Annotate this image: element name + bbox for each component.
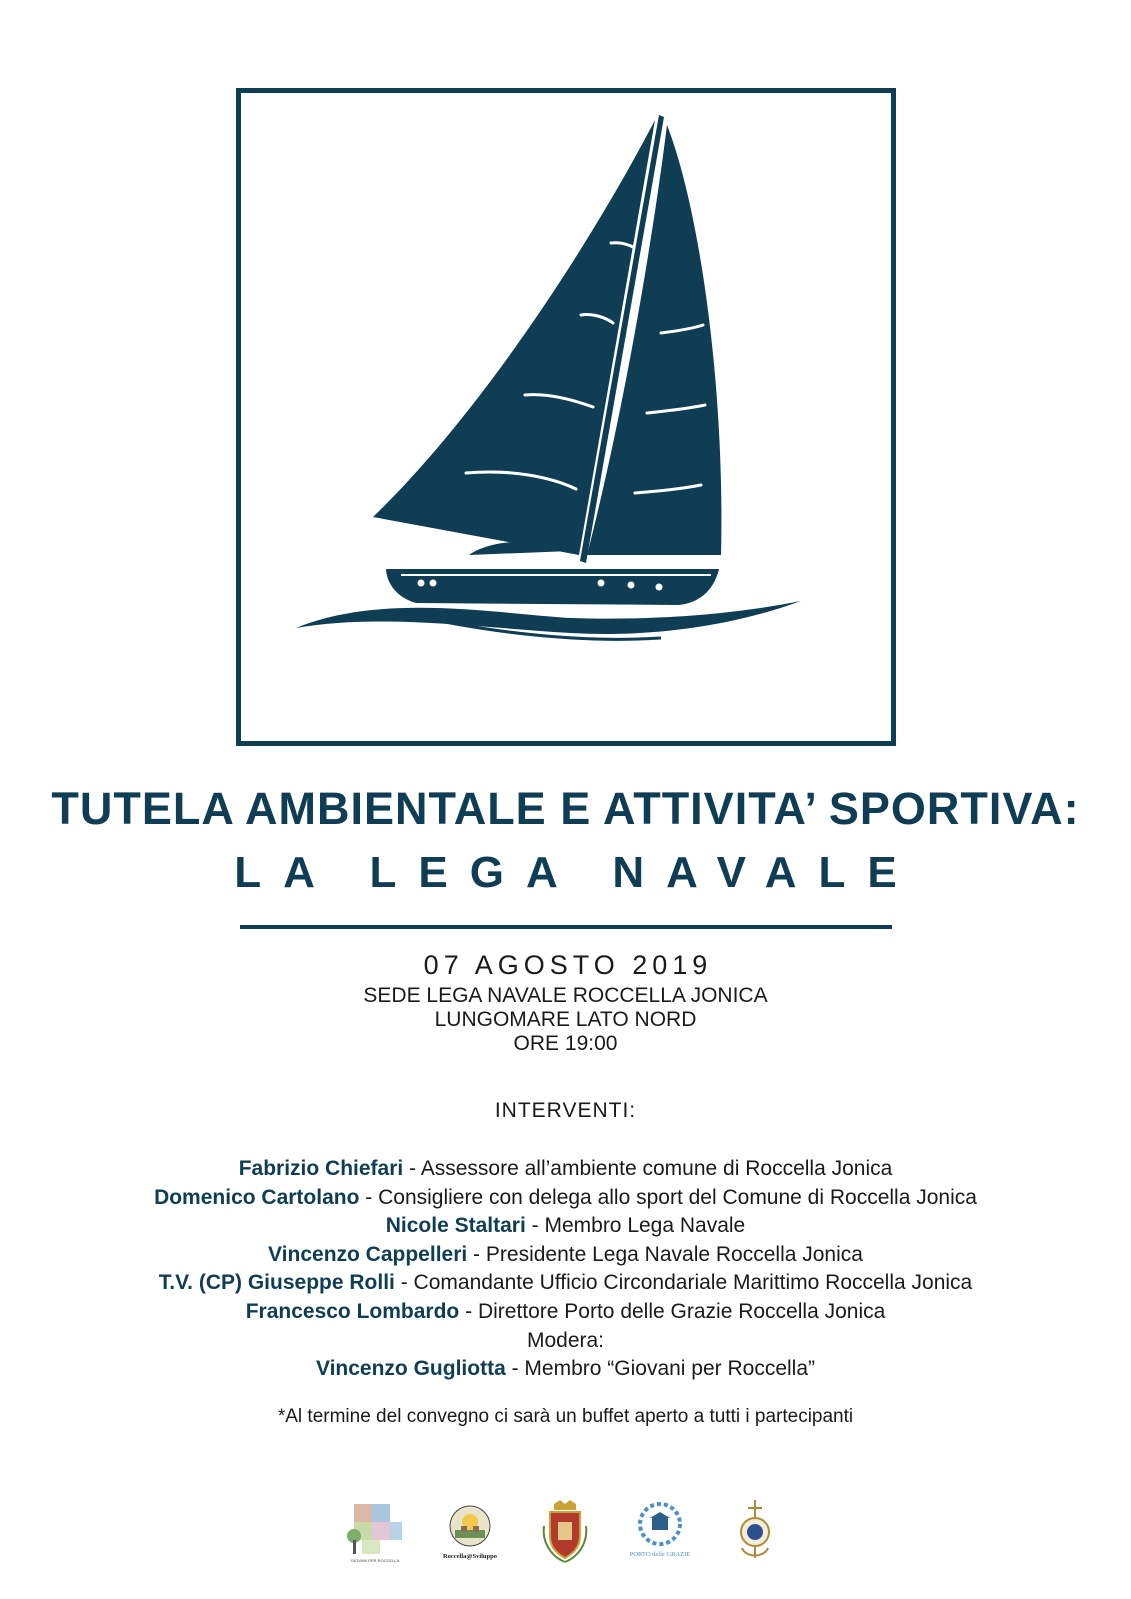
moderator-role: Membro “Giovani per Roccella” [524, 1357, 816, 1381]
speaker-name: Francesco Lombardo [245, 1299, 460, 1323]
event-date: 07 AGOSTO 2019 [423, 950, 713, 980]
speakers-list [0, 1155, 1131, 1384]
coat-of-arms-icon [530, 1496, 600, 1566]
divider [240, 925, 892, 929]
speaker-item [0, 1298, 1131, 1327]
event-title-line1: TUTELA AMBIENTALE E ATTIVITA’ SPORTIVA: [51, 783, 1080, 834]
speaker-item [0, 1241, 1131, 1270]
event-location: SEDE LEGA NAVALE ROCCELLA JONICA [363, 984, 768, 1007]
illustration-frame [236, 88, 896, 746]
speaker-name: T.V. (CP) Giuseppe Rolli [158, 1271, 395, 1295]
moderator-name: Vincenzo Gugliotta [315, 1357, 506, 1381]
speaker-role: Assessore all’ambiente comune di Roccella Jonica [420, 1157, 893, 1180]
speaker-separator: - [459, 1299, 478, 1323]
speaker-name: Vincenzo Cappelleri [268, 1242, 468, 1266]
speaker-role: Consigliere con delega allo sport del Comune di Roccella Jonica [378, 1185, 977, 1209]
lega-navale-emblem-icon [720, 1496, 790, 1566]
sailboat-icon [241, 93, 891, 741]
porto-delle-grazie-logo-icon [625, 1496, 695, 1566]
speaker-item [0, 1184, 1131, 1213]
speaker-item [0, 1155, 1131, 1184]
svg-text:Roccella@Sviluppo: Roccella@Sviluppo [442, 1553, 498, 1560]
moderator-label: Modera: [526, 1328, 605, 1352]
speaker-separator: - [403, 1157, 421, 1180]
puzzle-logo-icon [340, 1496, 410, 1566]
speaker-name: Nicole Staltari [385, 1214, 526, 1238]
speaker-role: Comandante Ufficio Circondariale Marittimo Roccella Jonica [413, 1271, 973, 1295]
buffet-note: *Al termine del convegno ci sarà un buffet aperto a tutti i partecipanti [277, 1406, 854, 1427]
speaker-separator: - [467, 1242, 486, 1266]
speaker-item [0, 1212, 1131, 1241]
speaker-name: Fabrizio Chiefari [238, 1157, 404, 1180]
speaker-separator: - [525, 1214, 545, 1238]
moderator-item [0, 1355, 1131, 1384]
speaker-separator: - [359, 1185, 379, 1209]
svg-text:GIOVANI PER ROCCELLA: GIOVANI PER ROCCELLA [350, 1558, 400, 1563]
roccella-sviluppo-logo-icon [435, 1496, 505, 1566]
speaker-separator: - [505, 1357, 525, 1381]
speaker-name: Domenico Cartolano [154, 1185, 360, 1209]
interventi-heading: INTERVENTI: [494, 1099, 637, 1122]
event-time: ORE 19:00 [513, 1032, 618, 1055]
svg-text:PORTO delle GRAZIE: PORTO delle GRAZIE [629, 1551, 691, 1558]
speaker-item [0, 1269, 1131, 1298]
event-address: LUNGOMARE LATO NORD [434, 1008, 697, 1031]
speaker-role: Membro Lega Navale [544, 1214, 746, 1238]
speaker-role: Presidente Lega Navale Roccella Jonica [485, 1242, 863, 1266]
speaker-separator: - [394, 1271, 414, 1295]
event-title-line2: LA LEGA NAVALE [234, 848, 919, 897]
sponsor-logos [340, 1496, 790, 1566]
speaker-role: Direttore Porto delle Grazie Roccella Jonica [477, 1299, 886, 1323]
